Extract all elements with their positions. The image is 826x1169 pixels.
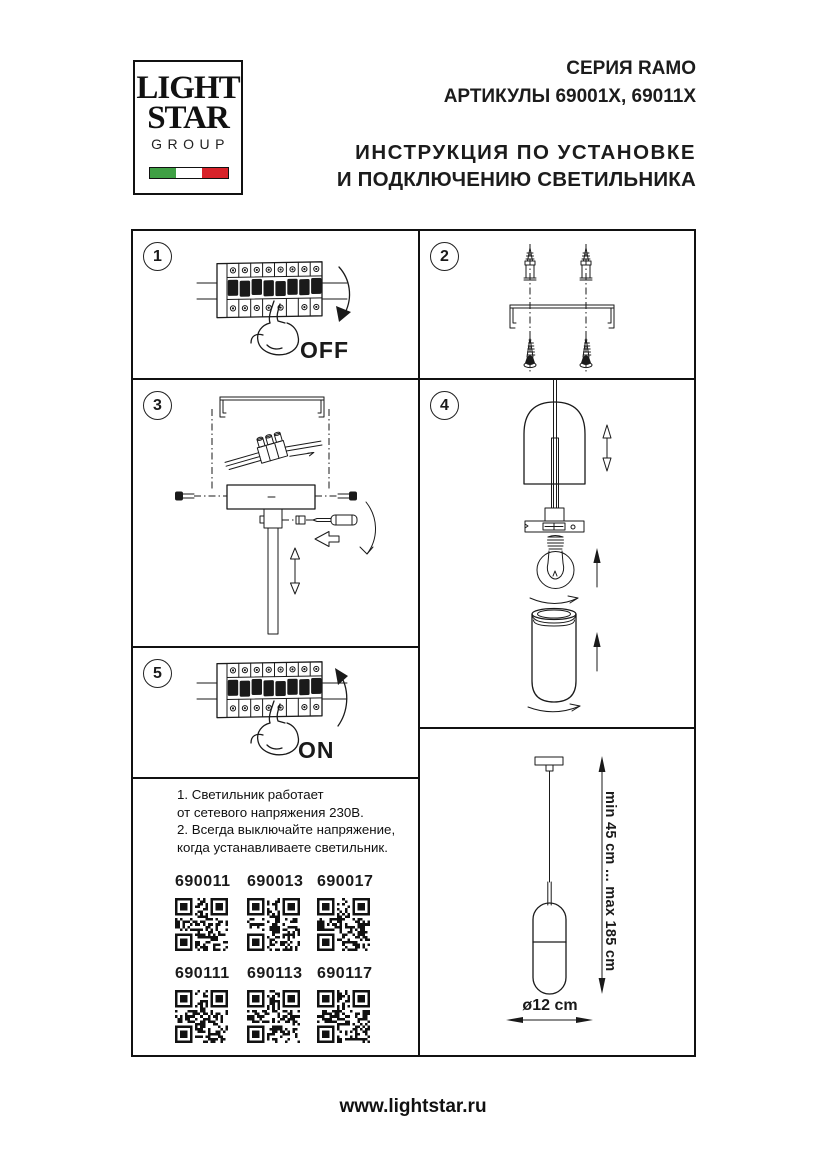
centerline bbox=[212, 409, 329, 490]
step-2-panel bbox=[420, 231, 694, 380]
step-5-panel bbox=[133, 648, 420, 779]
qr-code bbox=[175, 898, 228, 951]
cord-grip-icon bbox=[260, 509, 282, 528]
diameter-dimension-label: ø12 cm bbox=[522, 997, 578, 1014]
qr-code bbox=[247, 990, 300, 1043]
rotation-arrow-icon bbox=[530, 596, 578, 604]
note-line: 2. Всегда выключайте напряжение, bbox=[177, 822, 396, 838]
article-label: 690113 bbox=[247, 965, 303, 982]
up-down-arrow-icon bbox=[291, 548, 300, 594]
lightstar-logo bbox=[133, 60, 243, 195]
instruction-title-line2: И ПОДКЛЮЧЕНИЮ СВЕТИЛЬНИКА bbox=[336, 168, 696, 191]
article-label: 690013 bbox=[247, 873, 304, 890]
step-3-number-badge: 3 bbox=[143, 391, 172, 420]
light-bulb-icon bbox=[537, 536, 574, 589]
qr-code bbox=[247, 898, 300, 951]
instruction-grid bbox=[131, 229, 696, 1057]
qr-code bbox=[175, 990, 228, 1043]
wire-terminal-block-icon bbox=[221, 421, 324, 478]
step-3-panel bbox=[133, 380, 420, 648]
italian-flag-icon bbox=[149, 167, 229, 179]
article-label: 690017 bbox=[317, 873, 374, 890]
qr-code bbox=[317, 990, 370, 1043]
note-line: когда устанавливаете светильник. bbox=[177, 839, 388, 855]
step-1-number-badge: 1 bbox=[143, 242, 172, 271]
article-label: 690011 bbox=[175, 873, 231, 890]
dimensions-panel bbox=[420, 729, 694, 1055]
side-screw-icon bbox=[315, 492, 357, 501]
mounting-bracket-icon bbox=[510, 305, 614, 328]
logo-star: STAR bbox=[147, 100, 229, 136]
arrow-up-icon bbox=[593, 632, 600, 671]
step-4-illustration bbox=[420, 380, 694, 729]
article-label: 690111 bbox=[175, 965, 230, 982]
arrow-left-icon bbox=[315, 532, 339, 547]
mounting-bracket-icon bbox=[220, 397, 324, 417]
canopy-plate-icon bbox=[525, 508, 584, 532]
off-label: OFF bbox=[300, 337, 349, 363]
rotation-arrow-icon bbox=[528, 704, 580, 712]
height-dimension-label: min 45 cm ... max 185 cm bbox=[602, 791, 618, 972]
flag-green bbox=[150, 168, 176, 178]
dome-canopy-icon bbox=[524, 402, 585, 484]
curved-arrow-down-icon bbox=[336, 267, 351, 322]
pendant-lamp-icon bbox=[533, 757, 566, 994]
curved-arrow-up-icon bbox=[335, 668, 348, 726]
step-1-illustration bbox=[133, 231, 418, 378]
flag-white bbox=[176, 168, 202, 178]
note-line: 1. Светильник работает bbox=[177, 787, 324, 802]
screwdriver-icon bbox=[313, 515, 357, 525]
side-screw-icon bbox=[175, 492, 227, 501]
set-screw-icon bbox=[296, 516, 305, 524]
rotation-arrow-icon bbox=[360, 502, 376, 554]
safety-notes bbox=[177, 786, 413, 856]
articles-title: АРТИКУЛЫ 69001X, 69011X bbox=[443, 86, 696, 107]
up-down-arrow-icon bbox=[603, 425, 611, 471]
step-2-illustration bbox=[420, 231, 694, 378]
cylinder-shade-icon bbox=[532, 609, 576, 703]
rod-icon bbox=[268, 528, 278, 634]
on-label: ON bbox=[298, 737, 335, 763]
step-4-panel bbox=[420, 380, 694, 729]
arrow-up-icon bbox=[593, 548, 600, 587]
step-3-illustration bbox=[133, 380, 418, 646]
step-5-number-badge: 5 bbox=[143, 659, 172, 688]
step-1-panel bbox=[133, 231, 420, 380]
step-5-illustration bbox=[133, 648, 418, 777]
qr-code bbox=[317, 898, 370, 951]
canopy-plate-icon bbox=[227, 485, 315, 509]
article-label: 690117 bbox=[317, 965, 373, 982]
flag-red bbox=[202, 168, 228, 178]
logo-light: LIGHT bbox=[136, 70, 240, 106]
notes-panel bbox=[133, 779, 420, 1055]
note-line: от сетевого напряжения 230В. bbox=[177, 804, 364, 820]
instruction-title-line1: ИНСТРУКЦИЯ ПО УСТАНОВКЕ bbox=[355, 141, 696, 164]
step-4-number-badge: 4 bbox=[430, 391, 459, 420]
dimension-arrow-horizontal-icon bbox=[506, 1017, 593, 1023]
step-2-number-badge: 2 bbox=[430, 242, 459, 271]
website-url: www.lightstar.ru bbox=[339, 1096, 487, 1117]
suspension-rod-icon bbox=[552, 380, 559, 508]
series-title: СЕРИЯ RAMO bbox=[566, 58, 696, 79]
logo-group: GROUP bbox=[151, 136, 230, 152]
